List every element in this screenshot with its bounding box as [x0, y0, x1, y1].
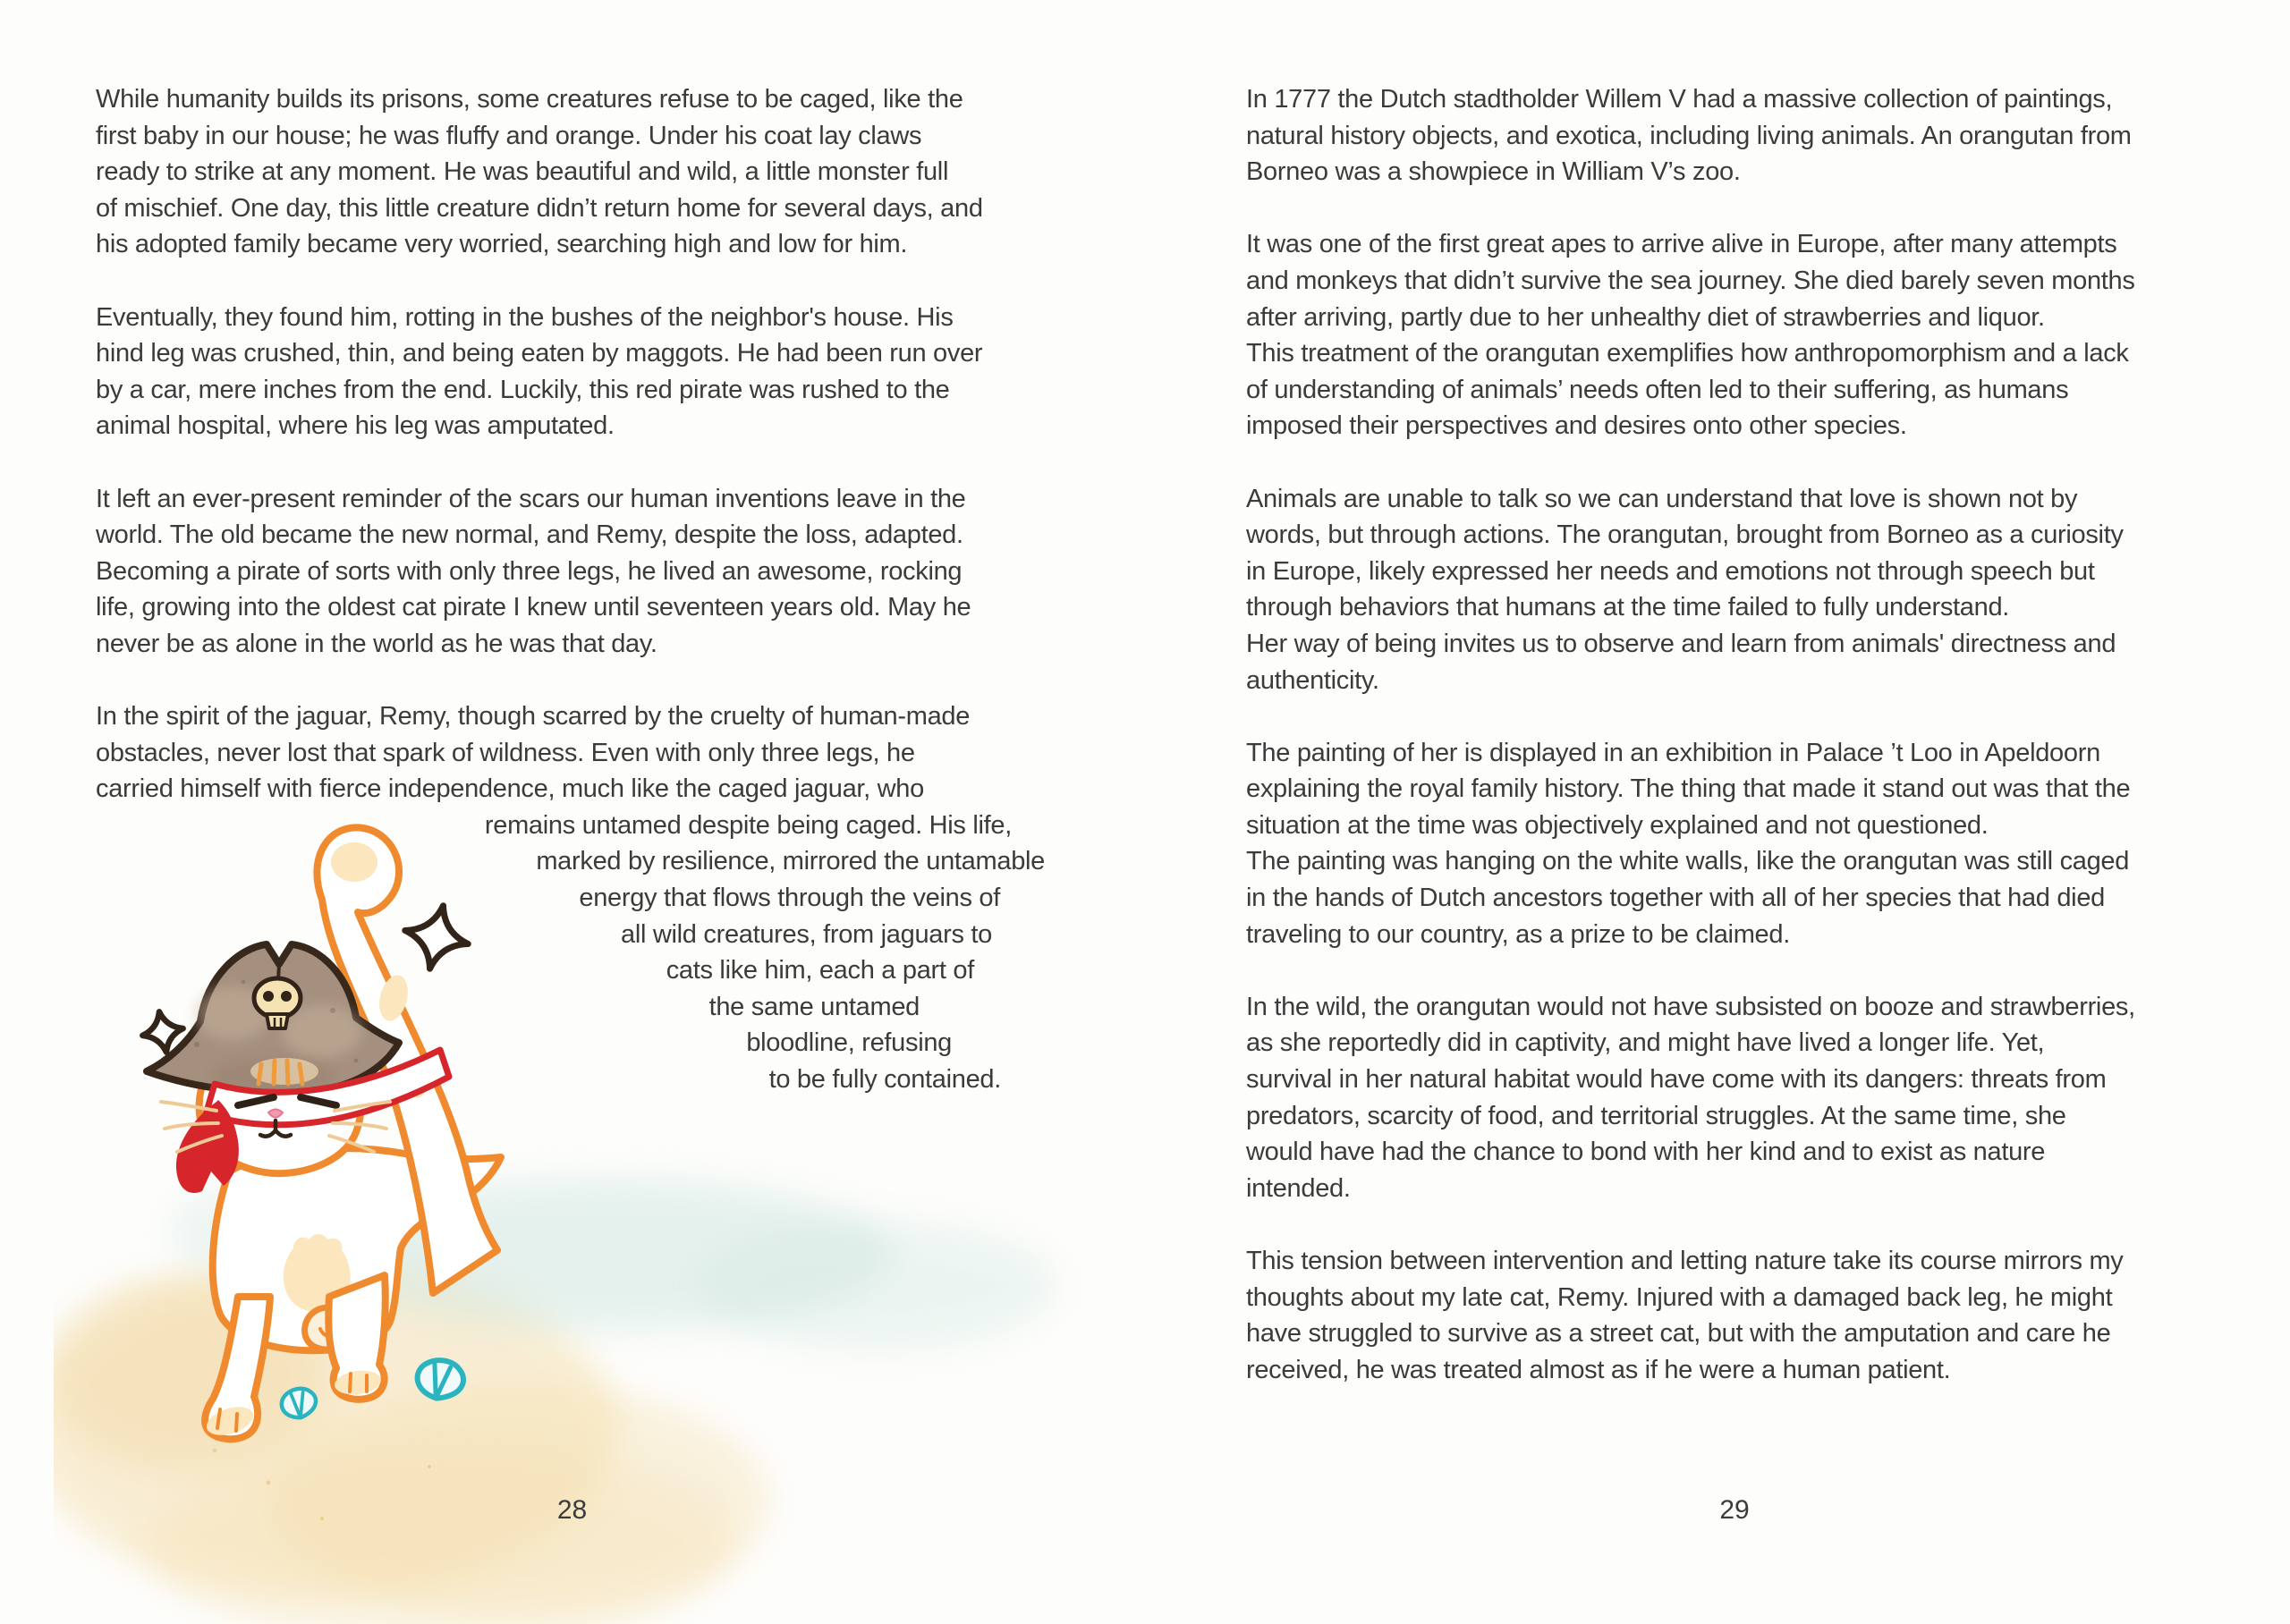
text-line: the same untamed: [708, 992, 920, 1021]
text-line: obstacles, never lost that spark of wildness. Even with only three legs, he: [96, 738, 915, 767]
text-line: by a car, mere inches from the end. Luckily, this red pirate was rushed to the: [96, 375, 950, 404]
text-line: While humanity builds its prisons, some creatures refuse to be caged, like the: [96, 85, 963, 114]
paragraph: [1246, 81, 2223, 190]
nose: [268, 1110, 283, 1118]
text-line: would have had the chance to bond with her kind and to exist as nature: [1246, 1138, 2046, 1167]
paragraph: [1246, 481, 2223, 699]
text-line: explaining the royal family history. The thing that made it stand out was that the: [1246, 774, 2131, 804]
text-line: It was one of the first great apes to arrive alive in Europe, after many attempts: [1246, 230, 2117, 259]
text-line: in Europe, likely expressed her needs and emotions not through speech but: [1246, 556, 2095, 586]
cat-front-leg-right: [328, 1275, 385, 1400]
text-line: survival in her natural habitat would have come with its dangers: threats from: [1246, 1065, 2107, 1095]
paragraph-wrapping-illustration: [96, 698, 1048, 1098]
text-line: never be as alone in the world as he was that day.: [96, 629, 657, 658]
text-line: authenticity.: [1246, 665, 1379, 695]
text-line: received, he was treated almost as if he were a human patient.: [1246, 1355, 1951, 1384]
text-line: In 1777 the Dutch stadtholder Willem V had a massive collection of paintings,: [1246, 85, 2113, 114]
text-line: Eventually, they found him, rotting in the bushes of the neighbor's house. His: [96, 302, 954, 332]
paragraph: [96, 300, 1048, 444]
page-number-right: 29: [1719, 1495, 1750, 1525]
text-line: of understanding of animals’ needs often led to their suffering, as humans: [1246, 375, 2069, 404]
text-line: intended.: [1246, 1173, 1351, 1203]
text-line: his adopted family became very worried, searching high and low for him.: [96, 230, 908, 259]
text-line: life, growing into the oldest cat pirate I knew until seventeen years old. May he: [96, 593, 971, 622]
text-line: first baby in our house; he was fluffy and orange. Under his coat lay claws: [96, 121, 922, 150]
page-number-left: 28: [556, 1495, 588, 1525]
text-line: and monkeys that didn’t survive the sea journey. She died barely seven months: [1246, 266, 2135, 295]
text-line: world. The old became the new normal, and Remy, despite the loss, adapted.: [96, 520, 963, 550]
text-line: through behaviors that humans at the time failed to fully understand.: [1246, 593, 2010, 622]
text-line: traveling to our country, as a prize to be claimed.: [1246, 919, 1790, 949]
text-line: hind leg was crushed, thin, and being eaten by maggots. He had been run over: [96, 339, 983, 368]
paragraph-wrapped-lines: [96, 808, 1048, 1098]
text-line: imposed their perspectives and desires onto other species.: [1246, 411, 1907, 441]
right-page-text-column: [1246, 81, 2223, 1388]
text-line: marked by resilience, mirrored the untamable: [536, 847, 1045, 876]
text-line: Her way of being invites us to observe and learn from animals' directness and: [1246, 629, 2116, 658]
paragraph-intro-lines: [96, 698, 1048, 808]
paragraph: [1246, 1243, 2223, 1388]
text-line: In the spirit of the jaguar, Remy, though scarred by the cruelty of human-made: [96, 702, 971, 732]
paragraph: [1246, 989, 2223, 1207]
text-line: natural history objects, and exotica, including living animals. An orangutan from: [1246, 121, 2132, 150]
text-line: as she reportedly did in captivity, and might have lived a longer life. Yet,: [1246, 1028, 2045, 1058]
text-line: predators, scarcity of food, and territorial struggles. At the same time, she: [1246, 1101, 2066, 1130]
paragraph: [1246, 735, 2223, 953]
text-line: It left an ever-present reminder of the scars our human inventions leave in the: [96, 484, 966, 513]
text-line: all wild creatures, from jaguars to: [621, 919, 992, 949]
text-line: This tension between intervention and letting nature take its course mirrors my: [1246, 1247, 2124, 1275]
text-line: ready to strike at any moment. He was beautiful and wild, a little monster full: [96, 157, 949, 187]
text-line: bloodline, refusing: [746, 1028, 952, 1058]
text-line: This treatment of the orangutan exemplifies how anthropomorphism and a lack: [1246, 339, 2129, 368]
paragraph: [96, 81, 1048, 263]
text-line: animal hospital, where his leg was amputated.: [96, 411, 615, 441]
text-line: words, but through actions. The orangutan, brought from Borneo as a curiosity: [1246, 520, 2124, 550]
text-line: The painting of her is displayed in an exhibition in Palace ’t Loo in Apeldoorn: [1246, 738, 2100, 767]
text-line: have struggled to survive as a street cat, but with the amputation and care he: [1246, 1319, 2111, 1349]
text-line: Borneo was a showpiece in William V’s zoo.: [1246, 157, 1741, 187]
text-line: carried himself with fierce independence, much like the caged jaguar, who: [96, 774, 924, 804]
paragraph: [1246, 226, 2223, 444]
text-line: remains untamed despite being caged. His life,: [484, 810, 1012, 840]
text-line: of mischief. One day, this little creature didn’t return home for several days, and: [96, 193, 983, 223]
text-line: to be fully contained.: [768, 1065, 1001, 1095]
text-line: energy that flows through the veins of: [579, 884, 1000, 913]
text-line: in the hands of Dutch ancestors together with all of her species that had died: [1246, 884, 2105, 913]
text-line: Animals are unable to talk so we can understand that love is shown not by: [1246, 484, 2078, 513]
text-line: The painting was hanging on the white walls, like the orangutan was still caged: [1246, 847, 2130, 876]
text-line: Becoming a pirate of sorts with only three legs, he lived an awesome, rocking: [96, 556, 963, 586]
paragraph: [96, 481, 1048, 663]
text-line: situation at the time was objectively explained and not questioned.: [1246, 810, 1989, 840]
left-page-text-column: [96, 81, 1048, 1098]
text-line: thoughts about my late cat, Remy. Injured with a damaged back leg, he might: [1246, 1282, 2113, 1312]
text-line: In the wild, the orangutan would not have subsisted on booze and strawberries,: [1246, 992, 2135, 1021]
text-line: cats like him, each a part of: [666, 956, 974, 985]
text-line: after arriving, partly due to her unhealthy diet of strawberries and liquor.: [1246, 302, 2045, 332]
